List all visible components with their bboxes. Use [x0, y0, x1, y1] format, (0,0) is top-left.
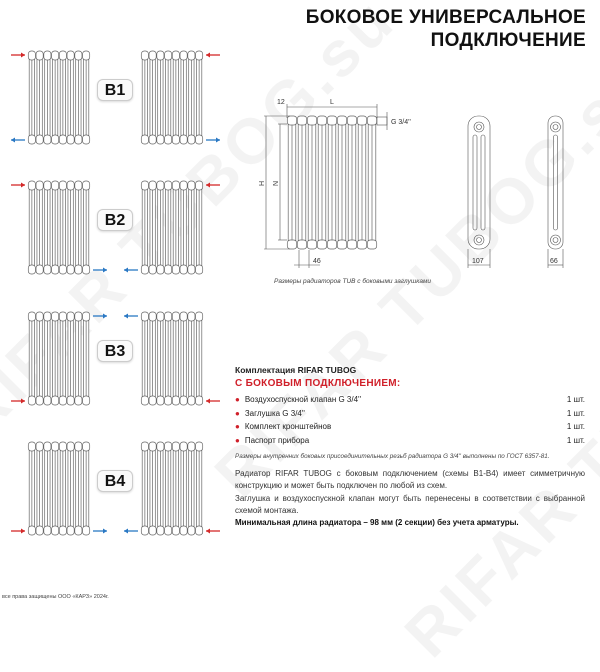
kit-item-qty: 1 шт. [566, 395, 585, 405]
bullet-icon: ● [235, 435, 240, 445]
front-view [287, 116, 376, 249]
kit-item-qty: 1 шт. [566, 422, 585, 432]
bullet-icon: ● [235, 408, 240, 418]
kit-item-name: Комплект кронштейнов [244, 422, 332, 432]
return-arrow-icon [93, 529, 107, 534]
dim-depth-2: 66 [550, 258, 558, 265]
kit-item [235, 393, 585, 407]
drawing-caption: Размеры радиаторов TUB с боковыми заглушками [274, 278, 432, 285]
bullet-icon: ● [235, 422, 240, 432]
dim-depth-3: 107 [472, 258, 484, 265]
supply-arrow-icon [206, 529, 220, 534]
title-line-2: ПОДКЛЮЧЕНИЕ [430, 30, 586, 51]
return-arrow-icon [93, 268, 107, 273]
copyright: все права защищены ООО «КАРЗ» 2024г. [2, 594, 109, 600]
supply-arrow-icon [206, 399, 220, 404]
supply-arrow-icon [11, 183, 25, 188]
dim-length: L [330, 99, 334, 106]
radiator-icon [141, 51, 202, 144]
kit-item-qty: 1 шт. [566, 408, 585, 418]
supply-arrow-icon [206, 183, 220, 188]
kit-heading: Комплектация RIFAR TUBOG [235, 365, 357, 375]
kit-item [235, 434, 585, 448]
supply-arrow-icon [11, 399, 25, 404]
side-view-3-column [468, 116, 490, 268]
radiator-icon [141, 312, 202, 405]
dim-offset: 12 [277, 99, 285, 106]
description-p3: Минимальная длина радиатора – 98 мм (2 секции) без учета арматуры. [235, 518, 519, 528]
kit-item-name: Заглушка G 3/4'' [244, 408, 305, 418]
page-title [306, 6, 586, 52]
return-arrow-icon [11, 138, 25, 143]
title-line-1: БОКОВОЕ УНИВЕРСАЛЬНОЕ [305, 7, 586, 28]
radiator-icon [141, 181, 202, 274]
return-arrow-icon [124, 529, 138, 534]
dim-height: H [259, 180, 266, 186]
scheme-label: B3 [97, 340, 133, 362]
return-arrow-icon [124, 314, 138, 319]
dim-axis: N [273, 180, 280, 186]
description [235, 468, 585, 529]
radiator-icon [28, 312, 89, 405]
return-arrow-icon [206, 138, 220, 143]
scheme-b1 [0, 42, 240, 152]
dim-pitch: 46 [313, 258, 321, 265]
return-arrow-icon [124, 268, 138, 273]
scheme-label: B1 [97, 79, 133, 101]
scheme-label: B2 [97, 209, 133, 231]
description-p2: Заглушка и воздухоспускной клапан могут быть перенесены в соответствии с выбранной схемой монтажа. [235, 493, 585, 515]
scheme-b4 [0, 433, 240, 543]
bullet-icon: ● [235, 395, 240, 405]
supply-arrow-icon [206, 53, 220, 58]
supply-arrow-icon [11, 53, 25, 58]
radiator-icon [28, 181, 89, 274]
kit-subheading: С БОКОВЫМ ПОДКЛЮЧЕНИЕМ: [235, 378, 401, 389]
radiator-icon [141, 442, 202, 535]
description-p1: Радиатор RIFAR TUBOG с боковым подключением (схемы B1-B4) имеет симметричную конструкцию и может быть подключен по любой из схем. [235, 469, 585, 491]
scheme-b3 [0, 303, 240, 413]
radiator-icon [28, 442, 89, 535]
kit-item [235, 407, 585, 421]
radiator-icon [28, 51, 89, 144]
scheme-label: B4 [97, 470, 133, 492]
dim-thread: G 3/4'' [391, 119, 411, 126]
scheme-b2 [0, 172, 240, 282]
return-arrow-icon [93, 314, 107, 319]
kit-section [235, 365, 585, 460]
kit-note: Размеры внутренних боковых присоединительных резьб радиатора G 3/4'' выполнены по ГОСТ 6357-81. [235, 453, 550, 460]
kit-item-name: Паспорт прибора [244, 435, 310, 445]
kit-item [235, 420, 585, 434]
supply-arrow-icon [11, 529, 25, 534]
kit-item-qty: 1 шт. [566, 435, 585, 445]
kit-item-name: Воздухоспускной клапан G 3/4'' [244, 395, 362, 405]
dimension-drawing [250, 90, 600, 280]
side-view-2-column [548, 116, 563, 268]
radiator-icon [287, 116, 376, 249]
